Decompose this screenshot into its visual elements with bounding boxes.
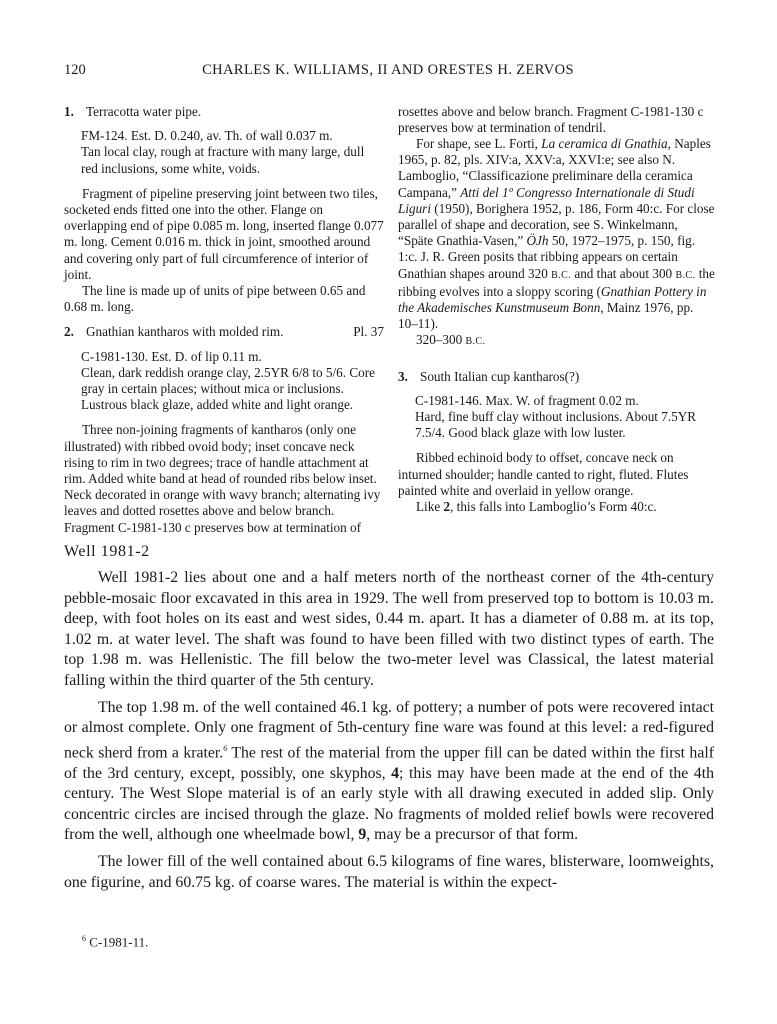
paragraph-1: Well 1981-2 lies about one and a half meters north of the northeast corner of the 4th-century pebble-mosaic floor excavated in this area in 1929. The well from preserved top to bottom is 10.03 m. deep, with foot holes on its east and west sides, 0.44 m. apart. It has a diameter of 0.88 m. at its top, 1.02 m. at water level. The shaft was found to have been filled with two distinct types of earth. The top 1.98 m. was Hellenistic. The fill below the two-meter level was Classical, the latest material falling within the third quarter of the 5th century.: [64, 569, 714, 689]
entry-2-description: Three non-joining fragments of kantharos (only one illustrated) with ribbed ovoid body; inset concave neck rising to rim in two degrees; trace of handle attachment at rim. Added white band at head of rounded ribs below inset. Neck decorated in orange with wavy branch; alternating ivy leaves and dotted rosettes above and below branch. Fragment C-1981-130 c preserves bow at termination of: [64, 422, 381, 535]
section-body: [64, 568, 714, 899]
page-number: 120: [64, 62, 86, 78]
entry-3-specs: [398, 393, 716, 442]
right-column: [398, 104, 716, 515]
catalog-entry-2: [64, 324, 384, 340]
catalog-entry-3: [398, 369, 716, 385]
entry-inventory: C-1981-146. Max. W. of fragment 0.02 m.: [415, 392, 639, 408]
entry-1-note: The line is made up of units of pipe between 0.65 and 0.68 m. long.: [64, 283, 366, 315]
running-head: CHARLES K. WILLIAMS, II AND ORESTES H. ZERVOS: [202, 62, 574, 78]
entry-1-description: Fragment of pipeline preserving joint between two tiles, socketed ends fitted one into the other. Flange on overlapping end of pipe 0.085 m. long, inserted flange 0.077 m. long. Cement 0.016 m. thick in joint, smoothed around and covering only part of full circumference of interior of joint.: [64, 185, 384, 282]
entry-title: South Italian cup kantharos(?): [420, 368, 580, 384]
entry-3-description: Ribbed echinoid body to offset, concave neck on inturned shoulder; handle canted to right, fluted. Flutes painted white and overlaid in yellow orange.: [398, 450, 689, 498]
plate-reference: Pl. 37: [353, 324, 384, 340]
entry-fabric: Clean, dark reddish orange clay, 2.5YR 6/8 to 5/6. Core gray in certain places; without mica or inclusions. Lustrous black glaze, added white and light orange.: [81, 364, 375, 413]
entry-3-comment: Like 2, this falls into Lamboglio’s Form 40:c.: [416, 499, 657, 515]
footnote: [82, 934, 148, 950]
paragraph-2: The top 1.98 m. of the well contained 46.1 kg. of pottery; a number of pots were recovered intact or almost complete. Only one fragment of 5th-century fine ware was found at this level: a red-figured neck sherd from a krater.$^6$ The rest of the material from the upper fill can be dated within the first half of the 3rd century, except, possibly, one skyphos, 4; this may have been made at the end of the 4th century. The West Slope material is of an early style with all drawing executed in added slip. Only concentric circles are incised through the glaze. No fragments of molded relief bowls were recovered from the well, although one wheelmade bowl, 9, may be a precursor of that form.: [64, 698, 714, 844]
entry-inventory: FM-124. Est. D. 0.240, av. Th. of wall 0.037 m.: [81, 128, 333, 144]
left-column: [64, 104, 384, 535]
entry-2-description-continued: rosettes above and below branch. Fragment C-1981-130 c preserves bow at termination of tendril.: [398, 104, 704, 136]
entry-1-specs: [64, 128, 384, 177]
entry-2-date: 320–300 B.C.: [416, 332, 486, 348]
catalog-entry-1: [64, 104, 384, 120]
entry-fabric: Hard, fine buff clay without inclusions. About 7.5YR 7.5/4. Good black glaze with low luster.: [415, 409, 697, 441]
paragraph-3: The lower fill of the well contained about 6.5 kilograms of fine wares, blisterware, loomweights, one figurine, and 60.75 kg. of coarse wares. The material is within the expect-: [64, 852, 714, 891]
footnote-text: C-1981-11.: [86, 934, 149, 950]
footnote-marker: 6: [223, 743, 228, 753]
section-title: Well 1981-2: [64, 543, 150, 560]
entry-title: Terracotta water pipe.: [86, 104, 202, 119]
entry-fabric: Tan local clay, rough at fracture with many large, dull red inclusions, some white, voids.: [81, 144, 365, 176]
footnote-marker: 6: [82, 934, 86, 943]
entry-number: 2.: [64, 324, 74, 340]
page-header: [64, 62, 712, 82]
entry-number: 1.: [64, 104, 74, 119]
entry-2-comment: For shape, see L. Forti, La ceramica di Gnathia, Naples 1965, p. 82, pls. XIV:a, XXV:a, XXVI:e; see also N. Lamboglio, “Classificazione preliminare della ceramica Campana,” Atti del 1º Congresso Internationale di Studi Liguri (1950), Borighera 1952, p. 186, Form 40:c. For close parallel of shape and decoration, see S. Winkelmann, “Späte Gnathia-Vasen,” ÖJh 50, 1972–1975, p. 150, fig. 1:c. J. R. Green posits that ribbing appears on certain Gnathian shapes around 320 B.C. and that about 300 B.C. the ribbing evolves into a sloppy scoring (Gnathian Pottery in the Akademisches Kunstmuseum Bonn, Mainz 1976, pp. 10–11).: [398, 136, 715, 332]
entry-title: Gnathian kantharos with molded rim.: [86, 324, 284, 340]
entry-number: 3.: [398, 368, 408, 384]
entry-2-specs: [64, 349, 384, 414]
entry-inventory: C-1981-130. Est. D. of lip 0.11 m.: [81, 348, 262, 364]
